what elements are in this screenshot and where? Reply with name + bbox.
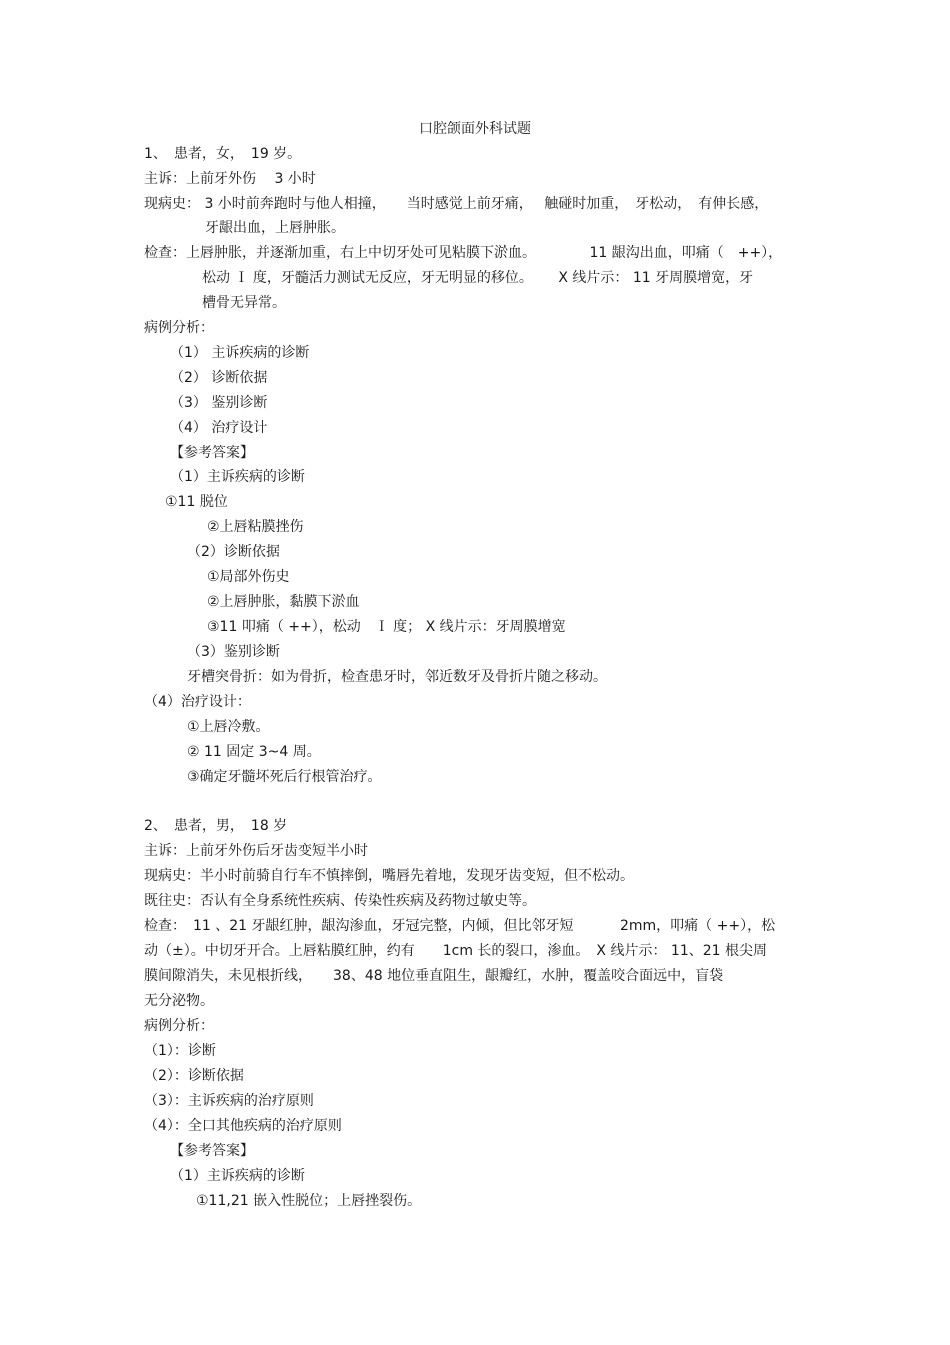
case1-answer-2-1: ①局部外伤史 <box>207 569 290 585</box>
case2-past-history: 既往史：否认有全身系统性疾病、传染性疾病及药物过敏史等。 <box>144 893 536 909</box>
case1-question-2: （2） 诊断依据 <box>170 370 268 386</box>
case1-answer-2-3: ③11 叩痛（ ++），松动 Ｉ 度； X 线片示：牙周膜增宽 <box>207 619 566 635</box>
case1-exam-line3: 槽骨无异常。 <box>202 295 286 311</box>
case1-answer-1-1: ①11 脱位 <box>165 494 228 510</box>
case1-answer-2: （2）诊断依据 <box>187 544 280 560</box>
case1-answer-1: （1）主诉疾病的诊断 <box>170 469 305 485</box>
case1-exam-line2: 松动 Ｉ 度，牙髓活力测试无反应，牙无明显的移位。 X 线片示： 11 牙周膜增宽，牙 <box>202 270 754 286</box>
case1-answer-3-1: 牙槽突骨折：如为骨折，检查患牙时，邻近数牙及骨折片随之移动。 <box>187 669 607 685</box>
case2-question-2: （2）：诊断依据 <box>144 1068 244 1084</box>
case1-question-3: （3） 鉴别诊断 <box>170 395 268 411</box>
case1-answer-4-2: ② 11 固定 3~4 周。 <box>187 744 321 760</box>
case1-history-line2: 牙龈出血，上唇肿胀。 <box>205 220 345 236</box>
case1-answer-4-1: ①上唇冷敷。 <box>187 719 270 735</box>
case1-question-4: （4） 治疗设计 <box>170 420 268 436</box>
case1-exam-line1: 检查：上唇肿胀，并逐渐加重，右上中切牙处可见粘膜下淤血。 11 龈沟出血，叩痛（ ++）， <box>144 245 783 261</box>
case1-complaint: 主诉：上前牙外伤 3 小时 <box>144 171 316 187</box>
case2-question-4: （4）：全口其他疾病的治疗原则 <box>144 1118 342 1134</box>
case2-history: 现病史：半小时前骑自行车不慎摔倒，嘴唇先着地，发现牙齿变短，但不松动。 <box>144 868 634 884</box>
case2-question-1: （1）：诊断 <box>144 1043 216 1059</box>
case2-question-3: （3）：主诉疾病的治疗原则 <box>144 1093 314 1109</box>
case2-exam-line1: 检查： 11 、21 牙龈红肿，龈沟渗血，牙冠完整，内倾，但比邻牙短 2mm，叩痛（ ++），松 <box>144 918 776 934</box>
case2-answer-1-1: ①11,21 嵌入性脱位；上唇挫裂伤。 <box>196 1193 422 1209</box>
case2-analysis-title: 病例分析： <box>144 1018 214 1034</box>
case1-answer-4-3: ③确定牙髓坏死后行根管治疗。 <box>187 769 382 785</box>
case1-answer-2-2: ②上唇肿胀，黏膜下淤血 <box>207 594 360 610</box>
case2-exam-line3: 膜间隙消失，未见根折线， 38、48 地位垂直阻生，龈瓣红，水肿，覆盖咬合面远中，盲袋 <box>144 968 724 984</box>
page-title: 口腔颌面外科试题 <box>419 121 531 137</box>
case1-answer-4: （4）治疗设计： <box>144 694 251 710</box>
case1-header: 1、 患者，女， 19 岁。 <box>144 146 302 162</box>
case1-analysis-title: 病例分析： <box>144 320 214 336</box>
case1-answer-1-2: ②上唇粘膜挫伤 <box>207 519 304 535</box>
case2-complaint: 主诉：上前牙外伤后牙齿变短半小时 <box>144 843 368 859</box>
case1-question-1: （1） 主诉疾病的诊断 <box>170 345 310 361</box>
case1-answer-3: （3）鉴别诊断 <box>187 644 280 660</box>
case2-answer-1: （1）主诉疾病的诊断 <box>170 1168 305 1184</box>
case2-answer-title: 【参考答案】 <box>170 1143 254 1159</box>
case1-answer-title: 【参考答案】 <box>170 445 254 461</box>
case2-exam-line4: 无分泌物。 <box>144 993 214 1009</box>
case2-header: 2、 患者，男， 18 岁 <box>144 818 288 834</box>
case1-history-line1: 现病史： 3 小时前奔跑时与他人相撞， 当时感觉上前牙痛， 触碰时加重， 牙松动， 有伸长感， <box>144 196 769 212</box>
case2-exam-line2: 动（±）。中切牙开合。上唇粘膜红肿，约有 1cm 长的裂口，渗血。 X 线片示： 11、21 根尖周 <box>144 943 767 959</box>
